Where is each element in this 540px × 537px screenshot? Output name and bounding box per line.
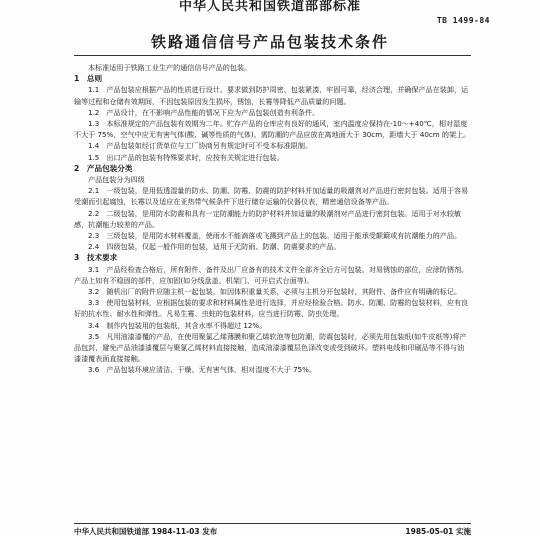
- paragraph: 3.1 产品经检查合格后，所有附件、备件及出厂应备有的技术文件全部齐全后方可包装。对易锈蚀的部位，应涂防锈剂。产品上如有不稳固的部件，应加固(如分线盘盖、机架门、可开启式台面等)。: [74, 264, 469, 285]
- paragraph: 3.3 使用包装材料，应根据包装的要求和材料属性是进行选择，并应经检验合格。防水、防潮、防霉的包装材料，应有良好的抗水性、耐水性和弹性。凡易生霉、虫蛀的包装材料，应当进行防霉、防虫处理。: [74, 298, 469, 319]
- section-heading: 3 技术要求: [74, 253, 118, 263]
- header-divider: [74, 55, 471, 56]
- paragraph: 2.2 二级包装，是用防水防震和具有一定防潮能力的防护材料并加适量的吸潮剂对产品进行密封包装。适用于对水较敏感，抗潮能力较差的产品。: [74, 208, 462, 229]
- paragraph: 1.4 产品包装如经订货单位与工厂协商另有规定时可不受本标准限制。: [88, 141, 313, 151]
- footer-divider: [74, 523, 471, 524]
- paragraph: 产品包装分为四级: [88, 175, 145, 185]
- paragraph: 2.3 三级包装，是用防水材料覆盖，使雨水不能滴落或飞溅到产品上的包装。适用于能承受颠簸或有抗潮能力的产品。: [88, 231, 462, 241]
- document-body: [74, 62, 471, 376]
- paragraph: 本标准适用于铁路工业生产的通信信号产品的包装。: [88, 63, 252, 72]
- paragraph: 3.2 随机出厂的附件应随主机一起包装，如因体积重量关系，必须与主机分开包装时，其附件、备件应有明确的标记。: [88, 287, 462, 297]
- paragraph: 1.2 产品设计，在不影响产品性能的情况下应为产品包装创造有利条件。: [88, 107, 320, 117]
- paragraph: 1.3 本标准规定的产品包装有效期为二年。贮存产品的仓库应有良好的通风，室内温度应保持在-10～+40℃，相对湿度不大于 75%，空气中应无有害气体(酸、碱等性质的气体)。需防潮的产品应放在离地面大于 30cm，距墙大于 40cm 的架上。: [74, 119, 471, 140]
- standard-number: TB 1499-84: [436, 16, 490, 25]
- document-title: 铁路通信信号产品包装技术条件: [150, 33, 389, 51]
- paragraph: 3.6 产品包装环境应清洁、干燥、无有害气体，相对湿度不大于 75%。: [88, 365, 316, 375]
- effective-date: 1985-05-01 实施: [405, 527, 471, 536]
- issue-date: 中华人民共和国铁道部 1984-11-03 发布: [74, 527, 218, 536]
- paragraph: 2.4 四级包装，仅起一般作用的包装，适用于无防雨、防潮、防震要求的产品。: [88, 242, 341, 252]
- issuing-authority-heading: 中华人民共和国铁道部部标准: [178, 0, 361, 14]
- paragraph: 1.5 出口产品的包装有特殊要求时，应按有关规定进行包装。: [88, 152, 284, 162]
- paragraph: 2.1 一级包装，是用低透湿量的防水、防潮、防霉、防震的防护材料并加适量的吸潮剂对产品进行密封包装。适用于容易受潮而引起腐蚀，长霉以及适应在亚热带气候条件下进行储存运输的仪器仪表，精密通信设备等产品。: [74, 186, 469, 207]
- paragraph: 3.4 制作内包装用的包装纸，其含水率不得超过 12%。: [88, 320, 267, 330]
- paragraph: 1.1 产品包装应根据产品的性质进行设计。要求做到防护周密、包装紧凑，牢固可靠，经济合理，并确保产品在装卸，运输等过程和仓储有效期间，不因包装原因发生损坏，锈蚀，长霉等降低产品质量的问题。: [74, 85, 469, 106]
- paragraph: 3.5 凡用油漆漆覆的产品，在使用聚氯乙烯薄膜和聚乙烯软泡等包防潮，防震包装时，必须先用包装纸(如牛皮纸等)将产品包封，避免产品油漆漆覆层与聚氯乙烯材料直接接触，造成油漆漆覆层色泽改变或受到破坏。塑料电线和印刷品等不得与油漆漆覆表面直接接触。: [74, 331, 467, 364]
- section-heading: 1 总则: [74, 74, 103, 84]
- section-heading: 2 产品包装分类: [74, 163, 133, 173]
